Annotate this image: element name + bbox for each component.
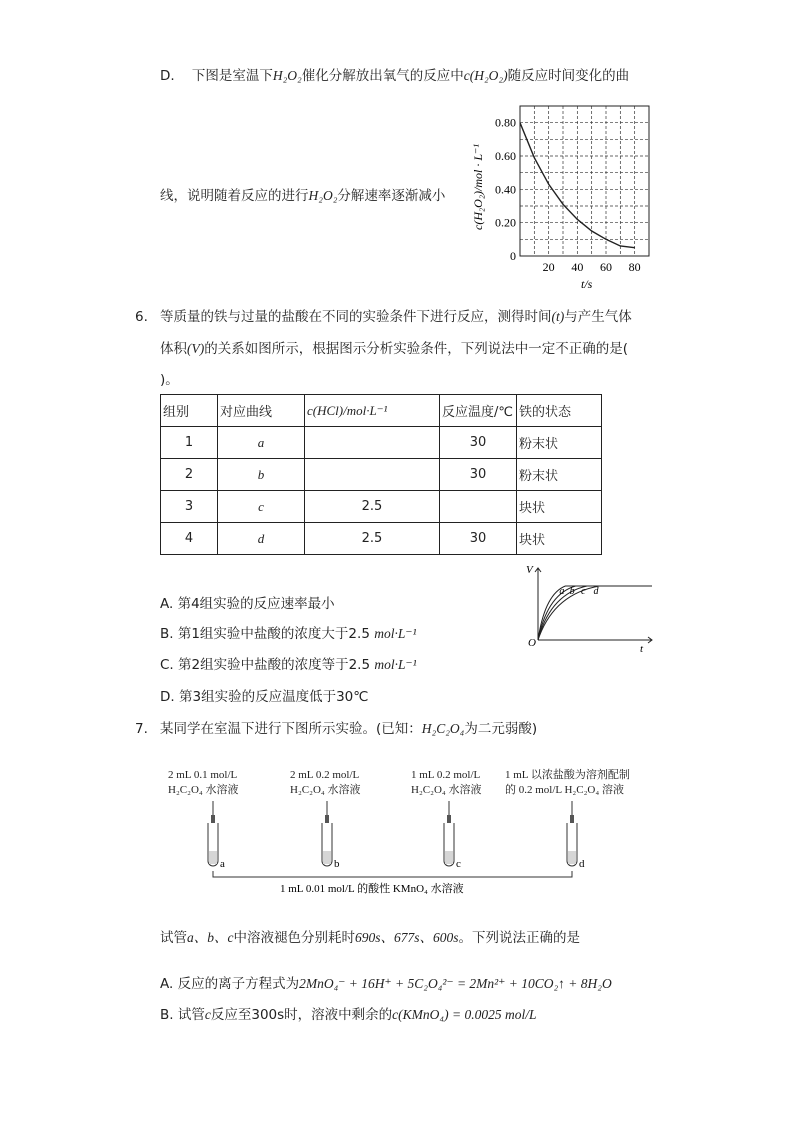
test-tube-c — [444, 801, 454, 866]
q5-option-d-line1: D. 下图是室温下H₂O₂催化分解放出氧气的反应中c(H₂O₂)随反应时间变化的曲 — [160, 68, 630, 84]
y-tick-labels — [495, 116, 516, 263]
tube-d-letter: d — [579, 858, 585, 870]
test-tube-d — [567, 801, 577, 866]
q6-option-a: A. 第4组实验的反应速率最小 — [160, 596, 335, 612]
x-axis-label: t — [640, 643, 644, 655]
series-label-c: c — [581, 586, 586, 597]
q6-stem-line2: 体积(V)的关系如图所示，根据图示分析实验条件，下列说法中一定不正确的是( — [160, 341, 629, 357]
tube-a-label: 2 mL 0.1 mol/L H₂C₂O₄ 水溶液 — [168, 769, 239, 796]
th-curve: 对应曲线 — [218, 395, 305, 427]
y-tick-label: 0.60 — [495, 149, 516, 163]
series-label-b: b — [569, 586, 575, 597]
q5-option-d-line2: 线，说明随着反应的进行H₂O₂分解速率逐渐减小 — [160, 188, 446, 204]
series-label-a: a — [559, 586, 565, 597]
q6-option-b: B. 第1组实验中盐酸的浓度大于2.5 mol·L⁻¹ — [160, 626, 417, 642]
tubes-svg — [160, 765, 660, 905]
y-axis-label: c(H₂O₂)/mol · L⁻¹ — [471, 144, 485, 230]
x-tick-label: 40 — [571, 260, 584, 274]
origin-label: O — [528, 637, 536, 649]
x-tick-label: 60 — [600, 260, 612, 274]
y-tick-label: 0.20 — [495, 215, 516, 230]
y-tick-label: 0.40 — [495, 182, 516, 197]
series-label-d: d — [593, 586, 599, 597]
chart-axes — [520, 106, 649, 256]
th-hcl: c(HCl)/mol·L⁻¹ — [305, 395, 440, 427]
q6-conditions-table — [160, 394, 602, 555]
bracket — [213, 871, 572, 877]
test-tube-b — [322, 801, 332, 866]
table-row: 1 a 30 粉末状 — [161, 427, 602, 459]
table-header-row — [161, 395, 602, 427]
tube-a-letter: a — [220, 858, 225, 870]
q7-number: 7. — [135, 721, 148, 737]
x-axis-label: t/s — [581, 277, 593, 291]
y-tick-label: 0.80 — [495, 115, 516, 130]
y-axis-label: V — [526, 564, 533, 576]
th-state: 铁的状态 — [517, 395, 602, 427]
table-row: 2 b 30 粉末状 — [161, 459, 602, 491]
q6-number: 6. — [135, 309, 148, 325]
y-tick-label: 0 — [510, 249, 516, 263]
test-tube-a — [208, 801, 218, 866]
tube-d-label: 1 mL 以浓盐酸为溶剂配制 的 0.2 mol/L H₂C₂O₄ 溶液 — [505, 769, 630, 796]
q7-stem: 某同学在室温下进行下图所示实验。(已知：H₂C₂O₄为二元弱酸) — [160, 721, 538, 737]
plot-frame — [520, 106, 649, 256]
chart-grid — [520, 106, 649, 256]
x-tick-labels — [543, 260, 641, 274]
q7-option-a: A. 反应的离子方程式为2MnO₄⁻ + 16H⁺ + 5C₂O₄²⁻ = 2Mn²⁺ + 10CO₂↑ + 8H₂O — [160, 976, 612, 992]
q6-option-c: C. 第2组实验中盐酸的浓度等于2.5 mol·L⁻¹ — [160, 657, 417, 673]
q7-option-b: B. 试管c反应至300s时，溶液中剩余的c(KMnO₄) = 0.0025 mol/L — [160, 1007, 537, 1023]
table-row: 4 d 2.5 30 块状 — [161, 523, 602, 555]
tube-b-letter: b — [334, 858, 340, 870]
experiment-diagram — [160, 765, 660, 905]
bracket-label: 1 mL 0.01 mol/L 的酸性 KMnO₄ 水溶液 — [280, 883, 464, 895]
q6-option-d: D. 第3组实验的反应温度低于30℃ — [160, 689, 369, 705]
table-row: 3 c 2.5 块状 — [161, 491, 602, 523]
volume-time-chart — [520, 560, 660, 655]
th-temp: 反应温度/℃ — [440, 395, 517, 427]
x-tick-label: 80 — [628, 260, 641, 274]
tube-c-letter: c — [456, 858, 461, 870]
th-group: 组别 — [161, 395, 218, 427]
q6-stem-line3: )。 — [160, 372, 179, 388]
q6-stem-line1: 等质量的铁与过量的盐酸在不同的实验条件下进行反应，测得时间(t)与产生气体 — [160, 309, 632, 325]
x-tick-label: 20 — [542, 260, 555, 274]
h2o2-decay-chart — [466, 100, 656, 295]
tube-b-label: 2 mL 0.2 mol/L H₂C₂O₄ 水溶液 — [290, 769, 361, 796]
chart-axes — [535, 568, 652, 643]
q7-result: 试管a、b、c中溶液褪色分别耗时690s、677s、600s。下列说法正确的是 — [160, 930, 581, 946]
tube-c-label: 1 mL 0.2 mol/L H₂C₂O₄ 水溶液 — [411, 769, 482, 796]
